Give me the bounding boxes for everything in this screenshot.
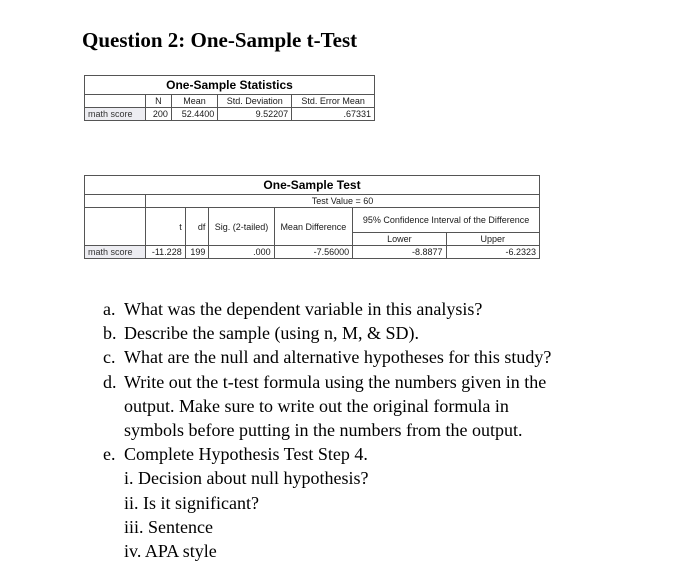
test-value-mean-diff: -7.56000	[274, 246, 353, 259]
test-value-lower: -8.8877	[353, 246, 446, 259]
test-header-upper: Upper	[446, 233, 539, 246]
test-blank-1	[85, 195, 146, 208]
question-e-iii: iii. Sentence	[124, 516, 213, 537]
question-e-ii: ii. Is it significant?	[124, 492, 259, 513]
test-blank-2	[85, 208, 146, 246]
stats-value-se: .67331	[292, 108, 375, 121]
question-b: b. Describe the sample (using n, M, & SD).	[103, 323, 419, 344]
stats-header-n: N	[146, 95, 172, 108]
stats-value-n: 200	[146, 108, 172, 121]
test-value-df: 199	[185, 246, 209, 259]
question-list	[103, 297, 663, 563]
test-header-sig: Sig. (2-tailed)	[209, 208, 274, 246]
test-header-lower: Lower	[353, 233, 446, 246]
stats-header-mean: Mean	[171, 95, 217, 108]
stats-row-label: math score	[85, 108, 146, 121]
test-header-ci: 95% Confidence Interval of the Difference	[353, 208, 540, 233]
page-title: Question 2: One-Sample t-Test	[82, 28, 358, 52]
question-e-i: i. Decision about null hypothesis?	[124, 468, 369, 489]
test-header-df: df	[185, 208, 209, 246]
stats-header-sd: Std. Deviation	[218, 95, 292, 108]
question-a: a. What was the dependent variable in this analysis?	[103, 299, 483, 319]
stats-value-sd: 9.52207	[218, 108, 292, 121]
question-c: c. What are the null and alternative hypotheses for this study?	[103, 347, 552, 368]
test-row-label: math score	[85, 246, 146, 259]
stats-value-mean: 52.4400	[171, 108, 217, 121]
test-value-header: Test Value = 60	[146, 195, 540, 208]
stats-header-blank	[85, 95, 146, 108]
stats-table-caption: One-Sample Statistics	[85, 76, 375, 95]
test-value-sig: .000	[209, 246, 274, 259]
test-header-mean-diff: Mean Difference	[274, 208, 353, 246]
stats-header-se: Std. Error Mean	[292, 95, 375, 108]
question-e: e. Complete Hypothesis Test Step 4.	[103, 444, 368, 465]
test-table-caption: One-Sample Test	[85, 176, 540, 195]
test-value-t: -11.228	[146, 246, 186, 259]
question-d: d. Write out the t-test formula using the numbers given in the output. Make sure to write out the original formula in symbols before putting in the numbers from the output.	[103, 371, 547, 441]
one-sample-statistics-table	[84, 75, 375, 121]
test-value-upper: -6.2323	[446, 246, 539, 259]
question-e-iv: iv. APA style	[124, 541, 217, 562]
test-header-t: t	[146, 208, 186, 246]
one-sample-test-table	[84, 175, 540, 259]
